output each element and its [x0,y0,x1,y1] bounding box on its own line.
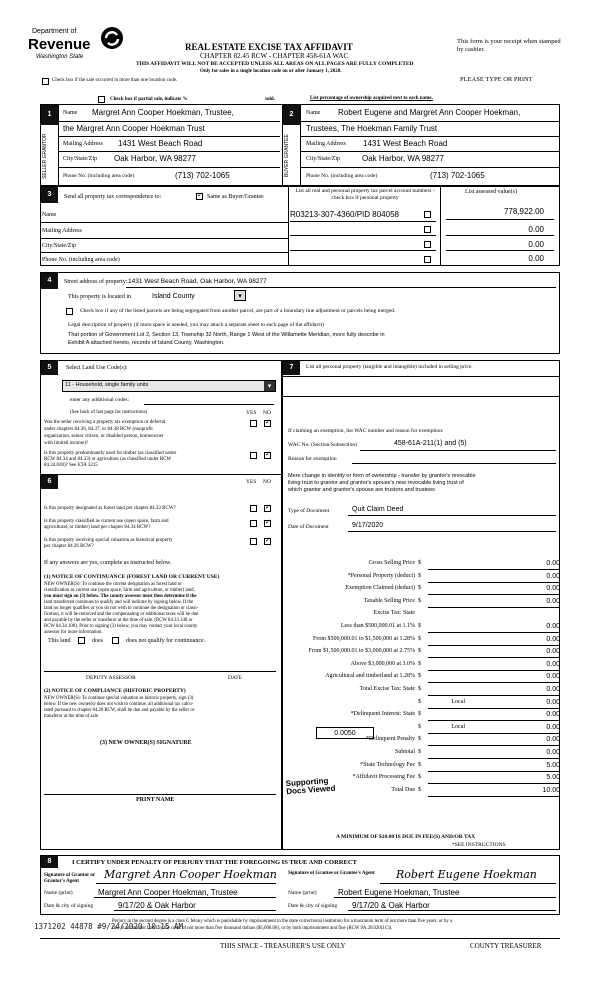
parcel-3-personal-checkbox[interactable] [424,241,431,248]
dollar-sign: $ [418,673,421,680]
section-8-badge: 8 [41,856,58,868]
buyer-city-label: City/State/Zip [306,156,340,162]
s5-no-header: NO [263,410,271,416]
assessed-1[interactable]: 778,922.00 [503,207,544,216]
notice-1-title: (1) NOTICE OF CONTINUANCE (FOREST LAND OR CURRENT USE) [44,574,220,580]
q1-line-2: under chapters 84.36, 84.37, or 84.38 RCW (nonprofit [44,427,153,432]
legal-text-2[interactable]: Exhibit A attached hereto, records of Island County, Washington. [68,340,225,346]
tax-row-value[interactable]: 0.00 [546,635,560,643]
date-label: DATE [228,675,243,681]
tax-row-value[interactable]: 10.00 [542,786,560,794]
q2-line-2: RCW 84.34 and 84.33) or agriculture (as classified under RCW [44,457,172,462]
notice-2-text-2: below. If the new owner(s) does not wish to continue, all additional tax calcu- [44,702,194,707]
minimum-note: A MINIMUM OF $10.00 IS DUE IN FEE(S) AND/OR TAX [336,834,476,840]
form-subtitle: CHAPTER 82.45 RCW - CHAPTER 458-61A WAC [200,52,349,60]
tax-row [290,699,560,710]
tax-row-underline [428,783,560,784]
notice-2-text-4: transferor at the time of sale. [44,714,100,719]
tax-row [290,673,560,684]
does-checkbox[interactable] [78,637,85,644]
tax-row [290,749,560,760]
logo-text: Revenue [28,36,91,53]
tax-row [290,573,560,584]
parcel-4-personal-checkbox[interactable] [424,256,431,263]
tax-row [290,585,560,596]
dollar-sign: $ [418,698,421,705]
any-yes-label: If any answers are yes, complete as instructed below. [44,560,172,566]
does-label: does [92,638,103,644]
tax-row-label: *Delinquent Penalty [365,736,415,743]
pct-label: List percentage of ownership acquired next to each name. [310,96,433,101]
section-2-badge: 2 [283,105,300,125]
dollar-sign: $ [418,597,421,604]
tax-row-value[interactable]: 0.00 [546,560,560,567]
q5-yes-checkbox[interactable] [250,538,257,545]
wac-value[interactable]: 458-61A-211(1) and (5) [394,440,467,447]
tax-row-label: Exemption Claimed (deduct) [345,585,415,592]
tax-row-underline [428,796,560,797]
dollar-sign: $ [418,786,421,793]
q3-no-checkbox[interactable] [264,505,271,512]
tax-row-underline [428,745,560,746]
reason-line-1[interactable]: Mere change in identity or form of ownership - transfer by grantor's revocable [288,473,476,479]
q2-line-3: 84.34.020)? See ETA 3215 [44,463,98,468]
tax-row-label: From $1,500,000.01 to $3,000,000 at 2.75% [308,648,415,655]
q2-no-checkbox[interactable] [264,452,271,459]
supporting-docs-stamp: Supporting Docs Viewed [285,776,336,797]
county-value[interactable]: Island County [152,293,195,300]
deputy-assessor-label: DEPUTY ASSESSOR [86,675,136,681]
q3-label: Is this property designated as forest land per chapter 84.33 RCW? [44,506,176,511]
segregated-checkbox[interactable] [66,308,73,315]
buyer-addr-label: Mailing Address [306,141,346,147]
located-label: This property is located in [68,294,131,300]
tax-row [290,711,560,722]
s6-yes-header: YES [246,479,257,485]
county-dropdown-icon[interactable]: ▾ [234,290,246,301]
tax-row-label: Total Due [391,786,415,793]
dollar-sign: $ [418,749,421,755]
tax-row [290,610,560,621]
tax-row-value[interactable]: 0.00 [546,698,560,706]
section-3-badge: 3 [41,187,58,203]
tax-row-label: Less than $500,000.01 at 1.1% [340,623,415,629]
tax-row-label: From $500,000.01 to $1,500,000 at 1.28% [313,635,415,642]
notice-1-text-4: land transferred continues to qualify and will indicate by signing below. If the [44,600,194,605]
tax-row-value[interactable]: 0.00 [546,686,560,693]
land-use-label: Select Land Use Code(s): [66,365,128,371]
logo-icon [100,26,124,50]
q5-line-1: Is this property receiving special valuation as historical property [44,538,173,543]
dollar-sign: $ [418,761,421,768]
wac-label: WAC No. (Section/Subsection) [288,442,357,448]
parcels-header: List all real and personal property tax parcel account numbers - check box if personal property [295,188,435,201]
tax-row-value[interactable]: 0.00 [546,648,560,656]
notice-2-text-3: lated pursuant to chapter 84.26 RCW, shall be due and payable by the seller or [44,708,195,713]
notice-1-text-6: fication, it will be removed and the compensating or additional taxes will be due [44,612,199,617]
see-instructions: *SEE INSTRUCTIONS [452,842,506,848]
q4-no-checkbox[interactable] [264,520,271,527]
this-land-label: This land [48,638,71,644]
dollar-sign: $ [418,585,421,592]
notice-1-text-1: NEW OWNER(S): To continue the current designation as forest land or [44,582,182,587]
seller-addr-label: Mailing Address [63,141,103,147]
tax-row-value[interactable]: 0.00 [546,572,560,580]
tax-row-underline [428,594,560,595]
seller-city[interactable]: Oak Harbor, WA 98277 [114,154,196,163]
tax-row-value[interactable]: 0.00 [546,585,560,593]
sold-label: sold. [265,97,275,102]
q5-no-checkbox[interactable] [264,538,271,545]
dept-label: Department of [32,28,77,35]
tax-row-underline [428,582,560,583]
tax-row-value[interactable]: 0.00 [546,736,560,744]
legal-label: Legal description of property (if more space is needed, you may attach a separate sheet to each page of the affidavit) [68,322,324,328]
tax-row-value[interactable]: 0.00 [546,660,560,668]
seller-phone[interactable]: (713) 702-1065 [175,171,230,180]
certify-label: I CERTIFY UNDER PENALTY OF PERJURY THAT THE FOREGOING IS TRUE AND CORRECT [72,859,357,866]
q4-line-2: agricultural, or timber) land per chapter 84.34 RCW? [44,525,151,530]
print-name-label: PRINT NAME [136,797,175,803]
q1-yes-checkbox[interactable] [250,420,257,427]
section-4-badge: 4 [41,273,58,289]
notice-1-text-5: land no longer qualifies or you do not wish to continue the designation or classi- [44,606,199,611]
send-label: Send all property tax correspondence to: [64,194,162,200]
assessed-header: List assessed value(s) [465,189,517,195]
reason-line-2[interactable]: living trust to grantor and grantor's spouse's new revocable living trust of [288,480,464,486]
reason-label: Reason for exemption [288,456,337,462]
q1-line-3: organization, senior citizen, or disabled person, homeowner [44,434,164,439]
street-value[interactable]: 1431 West Beach Road, Oak Harbor, WA 98277 [128,278,267,285]
q4-line-1: Is this property classified as current use (open space, farm and [44,519,169,524]
multi-location-label: Check box if the sale occurred in more than one location code. [52,78,178,83]
notice-2-title: (2) NOTICE OF COMPLIANCE (HISTORIC PROPERTY) [44,688,186,694]
seller-phone-label: Phone No. (including area code) [63,173,135,179]
dollar-sign: $ [418,660,421,667]
section-7-badge: 7 [283,361,300,375]
seller-name-1[interactable]: Margret Ann Cooper Hoekman, Trustee, [92,108,234,117]
assessed-4[interactable]: 0.00 [528,254,544,263]
buyer-side-label: BUYER GRANTEE [284,134,290,178]
q1-line-1: Was the seller receiving a property tax exemption or deferral [44,420,166,425]
buyer-name-label: Name [306,110,321,116]
grantee-sig-label: Signature of Grantee or Grantee's Agent [288,871,375,876]
street-label: Street address of property: [64,279,128,285]
grantor-date[interactable]: 9/17/20 & Oak Harbor [118,901,196,910]
partial-sale-label: Check box if partial sale, indicate % [110,97,188,102]
additional-codes-label: enter any additional codes: [70,397,130,403]
exempt-label: If claiming an exemption, list WAC number and reason for exemption: [288,428,444,434]
tax-row-underline [428,569,560,570]
seller-address[interactable]: 1431 West Beach Road [118,139,203,148]
parcel-1[interactable]: R03213-307-4360/PID 804058 [290,210,399,219]
multi-location-checkbox[interactable] [42,78,49,85]
seller-side-label: SELLER GRANTOR [42,133,48,179]
tax-row-underline [428,720,560,721]
grantor-sig-label: Signature of Grantor or Grantor's Agent [44,873,95,884]
dollar-sign: $ [418,774,421,781]
q1-no-checkbox[interactable] [264,420,271,427]
grantee-date[interactable]: 9/17/20 & Oak Harbor [352,901,430,910]
tax-row-underline [428,670,560,671]
q2-line-1: Is this property predominantly used for timber (as classified under [44,451,177,456]
dollar-sign: $ [418,723,421,730]
tax-row [290,636,560,647]
notice-1-text-7: and payable by the seller or transferor at the time of sale. (RCW 84.33.140 or [44,618,193,623]
tax-row-underline [428,758,560,759]
doc-date-label: Date of Document [288,524,329,530]
q1-line-4: with limited income)? [44,441,89,446]
dollar-sign: $ [418,560,421,566]
tax-row-label: *State Technology Fee [360,761,415,768]
tax-row-value[interactable]: 0.00 [546,711,560,719]
tax-row-label: Gross Selling Price [368,560,415,566]
tax-row-underline [428,695,560,696]
tax-row [290,762,560,773]
q2-yes-checkbox[interactable] [250,452,257,459]
perjury-line-2: fine in an amount fixed by the court of not more than five thousand dollars ($5,000.00), or by both imprisonment and fine (RCW 9A.20.020(1C)). [112,926,393,931]
s5-yes-header: YES [246,410,257,416]
recording-stamp: 1371202 44878 #9/24/2020 10:15 AM [34,922,184,931]
tax-row-label: Agricultural and timberland at 1.28% [325,673,415,680]
tax-row [290,686,560,697]
notice-1-text-9: assessor for more information. [44,630,103,635]
assessed-3[interactable]: 0.00 [528,240,544,249]
doc-type-label: Type of Document [288,508,330,514]
s3-phone-label: Phone No. (including area code) [42,257,120,263]
q4-yes-checkbox[interactable] [250,520,257,527]
tax-row-underline [428,733,560,734]
buyer-city[interactable]: Oak Harbor, WA 98277 [362,154,444,163]
grantee-date-label: Date & city of signing [288,903,338,909]
tax-row [290,661,560,672]
tax-row [290,560,560,571]
parcel-1-personal-checkbox[interactable] [424,211,431,218]
tax-row-label: Local [451,698,465,705]
tax-row-label: Taxable Selling Price [363,597,415,604]
q3-yes-checkbox[interactable] [250,505,257,512]
land-use-value: 11 - Household, single family units [65,382,149,388]
notice-2-text-1: NEW OWNER(S): To continue special valuation as historic property, sign (3) [44,696,194,701]
does-not-label: does not qualify for continuance. [126,638,206,644]
tax-row-value[interactable]: 5.00 [546,761,560,769]
tax-row [290,623,560,634]
section-6-badge: 6 [41,475,58,489]
tax-row-value[interactable]: 0.00 [546,623,560,630]
tax-row-underline [428,645,560,646]
buyer-name-1[interactable]: Robert Eugene and Margret Ann Cooper Hoekman, [338,108,521,117]
assessed-2[interactable]: 0.00 [528,225,544,234]
tax-row [290,648,560,659]
buyer-phone[interactable]: (713) 702-1065 [430,171,485,180]
tax-row-value[interactable]: 0.00 [546,723,560,731]
parcel-2-personal-checkbox[interactable] [424,226,431,233]
section-1-badge: 1 [41,105,58,125]
seller-city-label: City/State/Zip [63,156,97,162]
land-use-dropdown-icon[interactable]: ▾ [264,381,275,391]
tax-row-label: Subtotal [394,749,415,755]
tax-row-label: *Personal Property (deduct) [347,572,415,579]
grantor-signature[interactable]: Margret Ann Cooper Hoekman [104,868,277,881]
form-title: REAL ESTATE EXCISE TAX AFFIDAVIT [185,42,353,52]
county-treasurer-label: COUNTY TREASURER [470,942,542,950]
new-owner-sig-label: (3) NEW OWNER(S) SIGNATURE [100,740,192,746]
tax-row [290,598,560,609]
s3-name-label: Name [42,212,57,218]
seller-name-label: Name [63,110,78,116]
tax-row-label: Total Excise Tax: State [359,686,415,692]
grantee-name-label: Name (print) [288,890,317,896]
reason-line-3[interactable]: which grantor and grantor's spouse are trustors and trustees [288,487,435,493]
dollar-sign: $ [418,686,421,692]
tax-row-value[interactable]: 0.00 [546,597,560,605]
tax-row-underline [428,632,560,633]
notice-1-text-3: you must sign on (3) below. The county assessor must then determine if the [44,594,197,599]
tax-row-underline [428,771,560,772]
form-warning: THIS AFFIDAVIT WILL NOT BE ACCEPTED UNLESS ALL AREAS ON ALL PAGES ARE FULLY COMPLETED [136,61,414,67]
tax-row-label: Local [451,723,465,730]
personal-property-label: List all personal property (tangible and intangible) included in selling price. [306,364,473,370]
s3-city-label: City/State/Zip [42,243,76,249]
same-as-buyer-checkbox[interactable] [196,193,203,200]
legal-text-1[interactable]: That portion of Government Lot 2, Section 13, Township 32 North, Range 1 West of the Willamette Meridian, more fully describe in [68,332,385,338]
doc-type-value[interactable]: Quit Claim Deed [352,506,404,513]
buyer-address[interactable]: 1431 West Beach Road [363,139,448,148]
see-back-label: (See back of last page for instructions) [70,410,148,415]
tax-row-value[interactable]: 0.00 [546,673,560,681]
tax-row-value[interactable]: 0.00 [546,749,560,756]
tax-row-label: *Delinquent Interest: State [350,711,415,718]
tax-row-underline [428,657,560,658]
does-not-checkbox[interactable] [112,637,119,644]
q5-line-2: per chapter 84.26 RCW? [44,544,94,549]
grantor-name-label: Name (print) [44,890,73,896]
dollar-sign: $ [418,635,421,642]
treasurer-use-label: THIS SPACE - TREASURER'S USE ONLY [220,942,346,950]
tax-row-underline [428,708,560,709]
grantor-date-label: Date & city of signing [44,903,94,909]
grantee-name[interactable]: Robert Eugene Hoekman, Trustee [338,888,460,897]
doc-date-value[interactable]: 9/17/2020 [352,522,384,529]
dollar-sign: $ [418,648,421,655]
notice-1-text-2: classification as current use (open space, farm and agriculture, or timber) land, [44,588,195,593]
tax-row-value[interactable]: 5.00 [546,774,560,782]
dollar-sign: $ [418,711,421,718]
buyer-name-2[interactable]: Trustees, The Hoekman Family Trust [306,124,438,133]
perjury-line-1: Perjury in the second degree is a class C felony which is punishable by imprisonment in the state correctional institution for a maximum term of not more than five years, or by a [112,919,453,924]
state-label: Washington State [36,54,84,60]
tax-row-underline [428,607,560,608]
form-only: Only for sales in a single location code on or after January 1, 2020. [200,69,342,74]
local-rate-box[interactable]: 0.0050 [316,727,374,739]
segregated-label: Check box if any of the listed parcels are being segregated from another parcel, are part of a boundary line adjustment or parcels being merged. [80,308,396,314]
section-5-badge: 5 [41,361,58,375]
tax-row-label: *Affidavit Processing Fee [352,774,415,781]
s3-mailing-label: Mailing Address [42,228,82,234]
buyer-phone-label: Phone No. (including area code) [306,173,378,179]
tax-row-underline [428,682,560,683]
receipt-note: This form is your receipt when stamped by cashier. [457,38,561,53]
please-type: PLEASE TYPE OR PRINT [460,76,533,83]
seller-name-2[interactable]: the Margret Ann Cooper Hoekman Trust [63,124,205,133]
partial-sale-checkbox[interactable] [98,96,105,103]
dollar-sign: $ [418,736,421,743]
dollar-sign: $ [418,623,421,629]
s6-no-header: NO [263,479,271,485]
dollar-sign: $ [418,572,421,579]
same-as-buyer-label: Same as Buyer/Grantee [207,194,264,200]
tax-row-label: Excise Tax: State [373,610,415,617]
grantee-signature[interactable]: Robert Eugene Hoekman [396,868,537,881]
tax-row-label: Above $3,000,000 at 3.0% [350,660,415,667]
notice-1-text-8: RCW 84.34.108). Prior to signing (3) below, you may contact your local county [44,624,198,629]
grantor-name[interactable]: Margret Ann Cooper Hoekman, Trustee [98,888,238,897]
